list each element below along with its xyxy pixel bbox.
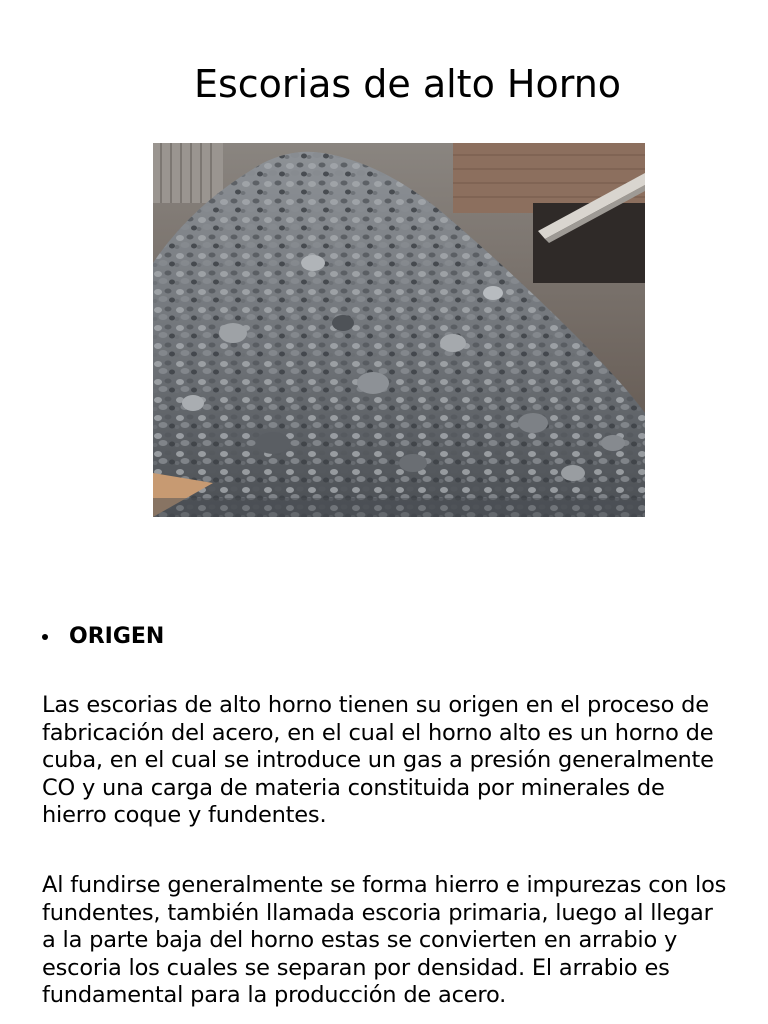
paragraph-origin: Las escorias de alto horno tienen su origen en el proceso de fabricación del acero, en el cual el horno alto es un horno de cuba, en el cual se introduce un gas a presión generalmente CO y una carga de materia constituida por minerales de hierro coque y fundentes. xyxy=(42,692,714,828)
slag-pile-image xyxy=(153,143,645,517)
slag-pile-photo xyxy=(153,143,645,517)
paragraph-process: Al fundirse generalmente se forma hierro e impurezas con los fundentes, también llamada escoria primaria, luego al llegar a la parte baja del horno estas se convierten en arrabio y escoria los cuales se separan por densidad. El arrabio es fundamental para la producción de acero. xyxy=(42,872,727,1008)
slide-title: Escorias de alto Horno xyxy=(193,62,622,106)
bullet-dot-icon xyxy=(42,634,48,640)
bullet-heading: ORIGEN xyxy=(69,624,165,649)
bullet-item-origen xyxy=(42,622,164,652)
